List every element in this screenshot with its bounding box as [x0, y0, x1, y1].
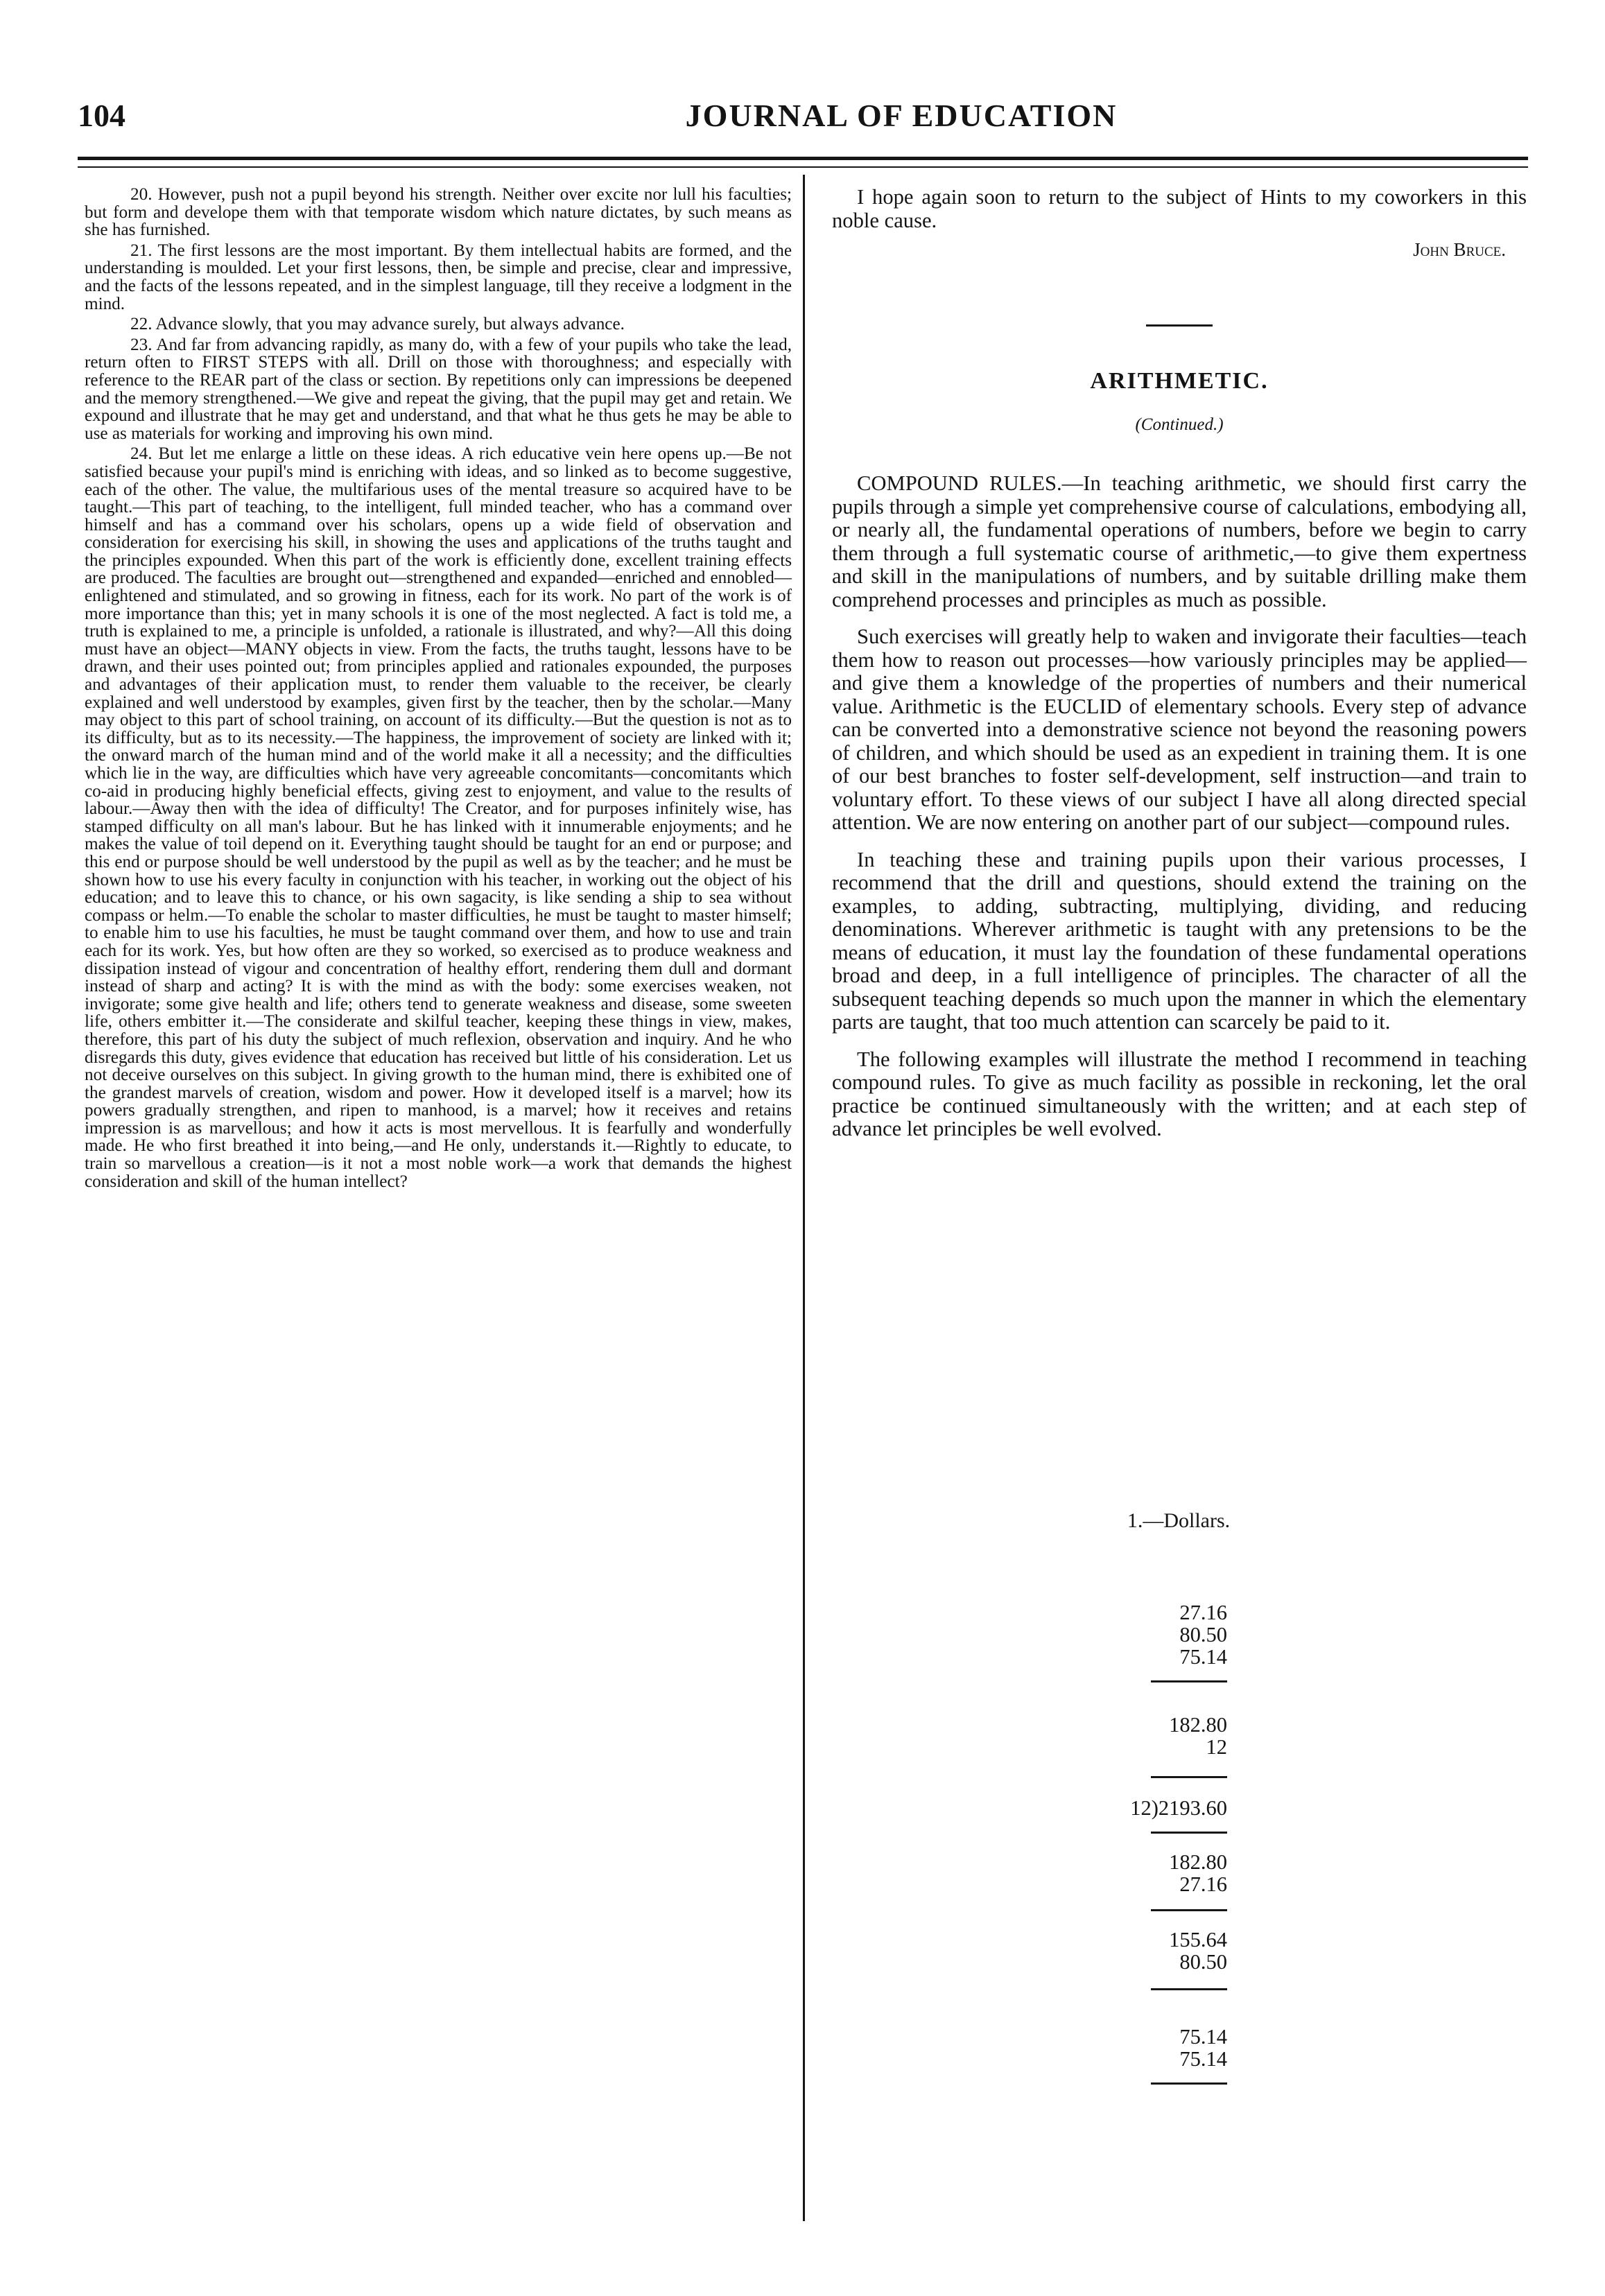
- author-signature: John Bruce.: [1413, 239, 1506, 260]
- paragraph-23: 23. And far from advancing rapidly, as many do, with a few of your pupils who take the lead, return often to FIRST STEPS with all. Drill on those with thoroughness; and especially with reference to the REAR part of the class or section. By repetitions only can impressions be deepened and the memory strengthened.—We give and repeat the giving, that the pupil may get and retain. We expound and illustrate that he may get and understand, and that what he thus gets he may be able to use as materials for working and improving his own mind.: [85, 335, 792, 443]
- sum-rule: [1151, 1776, 1227, 1778]
- section-title: ARITHMETIC.: [1090, 368, 1269, 394]
- section-separator: [1146, 324, 1213, 327]
- paragraph-examples: The following examples will illustrate the method I recommend in teaching compound rules. To give as much facility as possible in reckoning, let the oral practice be continued simultaneously with the written; and at each step of advance let principles be well evolved.: [832, 1047, 1527, 1140]
- figure-line: 75.14: [1179, 1645, 1227, 1669]
- figure-line: 75.14: [1179, 2047, 1227, 2071]
- figure-line: 75.14: [1179, 2025, 1227, 2049]
- sum-rule: [1151, 1909, 1227, 1911]
- figure-line: 27.16: [1179, 1872, 1227, 1896]
- closing-paragraph: I hope again soon to return to the subject of Hints to my coworkers in this noble cause.: [832, 185, 1527, 232]
- right-column: [832, 186, 1527, 1141]
- figure-line: 182.80: [1169, 1713, 1227, 1737]
- paragraph-20: 20. However, push not a pupil beyond his strength. Neither over excite nor lull his faculties; but form and develope them with that temporate wisdom which nature dictates, by such means as she has furnished.: [85, 185, 792, 240]
- paragraph-compound-rules: COMPOUND RULES.—In teaching arithmetic, we should first carry the pupils through a simple yet comprehensive course of calculations, embodying all, or nearly all, the fundamental operations of numbers, before we begin to carry them through a full systematic course of arithmetic,—to give them expertness and skill in the manipulations of numbers, and by suitable drilling make them comprehend processes and principles as much as possible.: [832, 471, 1527, 611]
- left-column: [85, 186, 792, 1193]
- figure-line: 27.16: [1179, 1601, 1227, 1624]
- page-number: 104: [78, 98, 125, 133]
- paragraph-22: 22. Advance slowly, that you may advance surely, but always advance.: [130, 315, 625, 334]
- figure-line: 12: [1206, 1735, 1227, 1759]
- column-divider: [803, 175, 805, 2221]
- example-heading: 1.—Dollars.: [1127, 1509, 1231, 1532]
- running-title: JOURNAL OF EDUCATION: [685, 98, 1118, 133]
- figure-line: 80.50: [1179, 1950, 1227, 1974]
- header-rule-thin: [78, 166, 1528, 168]
- figure-line: 155.64: [1169, 1928, 1227, 1951]
- paragraph-exercises: Such exercises will greatly help to waken and invigorate their faculties—teach them how to reason out processes—how variously principles may be applied—and give them a knowledge of the properties of numbers and their numerical value. Arithmetic is the EUCLID of elementary schools. Every step of advance can be converted into a demonstrative science not beyond the reasoning powers of children, and which should be used as an expedient in training them. It is one of our best branches to foster self-development, self instruction—and train to voluntary effort. To these views of our subject I have all along directed special attention. We are now entering on another part of our subject—compound rules.: [832, 625, 1527, 834]
- section-subtitle: (Continued.): [1135, 415, 1224, 434]
- paragraph-training: In teaching these and training pupils upon their various processes, I recommend that the drill and questions, should extend the training on the examples, to adding, subtracting, multiplying, dividing, and reducing denominations. Wherever arithmetic is taught with any pretensions to be the means of education, it must lay the foundation of these fundamental operations broad and deep, in a full intelligence of principles. The character of all the subsequent teaching depends so much upon the manner in which the elementary parts are taught, that too much attention can scarcely be paid to it.: [832, 847, 1527, 1034]
- sum-rule: [1151, 1680, 1227, 1682]
- sum-rule: [1151, 1832, 1227, 1834]
- sum-rule: [1151, 1988, 1227, 1990]
- figure-line: 182.80: [1169, 1850, 1227, 1874]
- paragraph-21: 21. The first lessons are the most important. By them intellectual habits are formed, and the understanding is moulded. Let your first lessons, then, be simple and precise, clear and impressive, and the facts of the lessons repeated, and in the simplest language, till they receive a lodgment in the mind.: [85, 241, 792, 313]
- figure-line: 80.50: [1179, 1623, 1227, 1646]
- sum-rule: [1151, 2082, 1227, 2085]
- figure-line: 12)2193.60: [1130, 1796, 1227, 1820]
- paragraph-24: 24. But let me enlarge a little on these ideas. A rich educative vein here opens up.—Be not satisfied because your pupil's mind is enriching with ideas, and so linked as to become suggestive, each of the other. The value, the multifarious uses of the mental treasure so acquired have to be taught.—This part of teaching, to the intelligent, full minded teacher, who has a command over himself and has a command over his scholars, opens up a wide field of observation and consideration for exercising his skill, in showing the uses and applications of the truths taught and the principles expounded. When this part of the work is efficiently done, excellent training effects are produced. The faculties are brought out—strengthened and expanded—enriched and ennobled—enlightened and stimulated, and so growing in fitness, each for its work. No part of the work is of more importance than this; yet in many schools it is one of the most neglected. A fact is told me, a truth is explained to me, a principle is unfolded, a rationale is illustrated, and why?—All this doing must have an object—MANY objects in view. From the facts, the truths taught, lessons have to be drawn, and their uses pointed out; from principles applied and rationales expounded, the purposes and advantages of their application must, to render them valuable to the receiver, be clearly explained and well understood by examples, given first by the teacher, then by the scholar.—Many may object to this part of school training, on account of its difficulty.—But the question is not as to its difficulty, but as to its necessity.—The happiness, the improvement of society are linked with it; the onward march of the human mind and of the world make it all a necessity; and the difficulties which lie in the way, are difficulties which have very agreeable concomitants—concomitants which co-aid in producing highly beneficial effects, giving zest to enjoyment, and value to the results of labour.—Away then with the idea of difficulty! The Creator, and for purposes infinitely wise, has stamped difficulty on all man's labour. But he has linked with it innumerable enjoyments; and he makes the value of toil depend on it. Everything taught should be taught for an end or purpose; and this end or purpose should be well understood by the pupil as well as by the teacher; and he must be shown how to use his every faculty in conjunction with his teacher, in working out the object of his education; and to leave this to chance, or his own sagacity, is like sending a ship to sea without compass or helm.—To enable the scholar to master difficulties, he must be taught to master himself; to enable him to use his faculties, he must be taught command over them, and how to use and train each for its work. Yes, but how often are they so worked, so exercised as to produce weakness and dissipation instead of vigour and concentration of healthy effort, rendering them dull and dormant instead of sharp and acting? It is with the mind as with the body: some exercises weaken, not invigorate; some give health and life; others tend to generate weakness and disease, some sweeten life, others embitter it.—The considerate and skilful teacher, keeping these things in view, makes, therefore, this part of his duty the subject of much reflexion, observation and inquiry. And he who disregards this duty, gives evidence that education has received but little of his consideration. Let us not deceive ourselves on this subject. In giving growth to the human mind, there is exhibited one of the grandest marvels of creation, wisdom and power. How it developed itself is a marvel; how its powers gradually strengthen, and ripen to manhood, is a marvel; how it receives and retains impression is as marvellous; and how it acts is most mervellous. It is fearfully and wonderfully made. He who first breathed it into being,—and He only, understands it.—Rightly to educate, to train so marvellous a creation—is it not a most noble work—a work that demands the highest consideration and skill of the human intellect?: [85, 444, 792, 1191]
- header-rule-thick: [78, 157, 1528, 160]
